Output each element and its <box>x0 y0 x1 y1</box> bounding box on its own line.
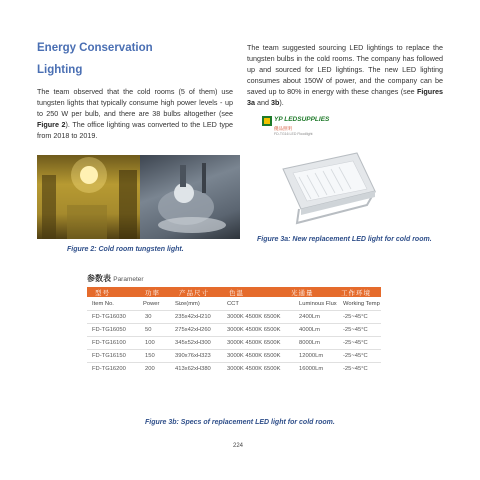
subheader-item: Item No. <box>92 301 114 307</box>
led-floodlight-image <box>271 147 381 229</box>
table-row: FD-TG16150 150 390x76xH323 3000K 4500K 6500K 12000Lm -25~45°C <box>87 349 381 361</box>
table-row: FD-TG16050 50 275x42xH260 3000K 4500K 6500K 4000Lm -25~45°C <box>87 323 381 335</box>
spec-table <box>87 273 381 377</box>
subheader-size: Size(mm) <box>175 301 200 307</box>
subheader-cct: CCT <box>227 301 239 307</box>
subheader-flux: Luminous Flux <box>299 301 337 307</box>
cold-room-photo-left <box>37 155 140 239</box>
paragraph-led-suggestion: The team suggested sourcing LED lightings to replace the tungsten bulbs in the cold rooms. The company has followed up and sourced for LED lightings. The new LED lighting consumes about 150W of power, and the company can be saved up to 80% in energy with these changes (see Figures 3a and 3b). <box>247 43 443 107</box>
subheader-power: Power <box>143 301 160 307</box>
header-cct: 色温 <box>229 290 244 297</box>
table-row: FD-TG16200 200 413x62xH380 3000K 4500K 6500K 16000Lm -25~45°C <box>87 362 381 374</box>
header-flux: 光通量 <box>291 290 314 297</box>
section-heading-lighting: Lighting <box>37 64 83 76</box>
header-power: 功率 <box>145 290 160 297</box>
header-temp: 工作环境 <box>341 290 371 297</box>
header-model: 型号 <box>95 290 110 297</box>
figure-2-caption: Figure 2: Cold room tungsten light. <box>67 246 184 253</box>
figure-ref: Figure 2 <box>37 120 66 129</box>
section-heading-energy: Energy Conservation <box>37 42 153 54</box>
page-number: 224 <box>233 443 244 449</box>
figure-ref: 3b <box>271 98 280 107</box>
table-row: FD-TG16030 30 235x42xH210 3000K 4500K 6500K 2400Lm -25~45°C <box>87 310 381 322</box>
brand-mark-icon <box>262 116 272 126</box>
subheader-temp: Working Temp <box>343 301 380 307</box>
spec-table-header <box>87 287 381 297</box>
spec-table-title: 参数表 Parameter <box>87 274 144 283</box>
brand-name: YP LEDSUPPLIES <box>274 116 330 123</box>
header-size: 产品尺寸 <box>179 290 209 297</box>
figure-ref: Figures 3a <box>247 87 443 107</box>
figure-3a-caption: Figure 3a: New replacement LED light for cold room. <box>257 236 432 243</box>
figure-3b-caption: Figure 3b: Specs of replacement LED light for cold room. <box>145 419 335 426</box>
table-row: FD-TG16100 100 345x52xH300 3000K 4500K 6500K 8000Lm -25~45°C <box>87 336 381 348</box>
product-line: FD-TG16 LED Floodlight <box>274 132 313 136</box>
paragraph-cold-rooms: The team observed that the cold rooms (5 of them) use tungsten lights that typically consume high power levels - up to 250 W per bulb, and there are 38 bulbs altogether (see Figure 2). The office lighting was converted to the LED type from 2018 to 2019. <box>37 87 233 140</box>
led-supplier-logo <box>262 115 352 145</box>
tungsten-bulb-photo <box>140 155 240 239</box>
brand-chinese: 優品照明 <box>274 126 292 131</box>
